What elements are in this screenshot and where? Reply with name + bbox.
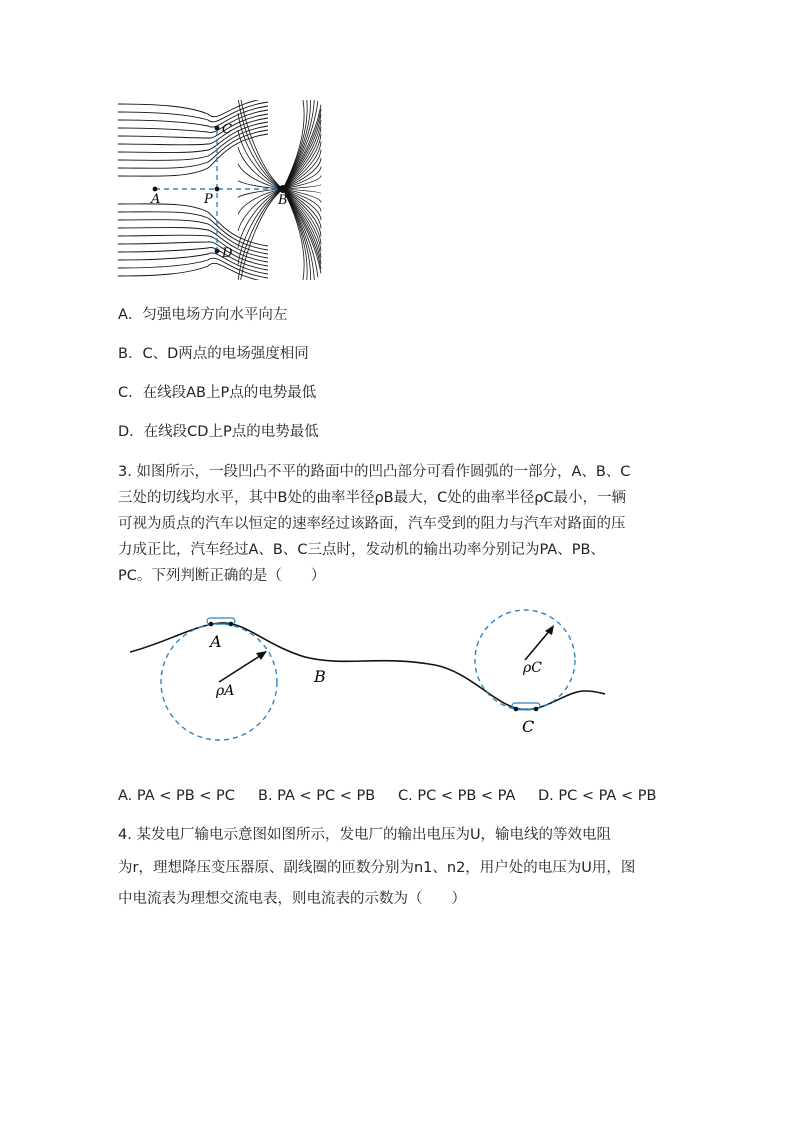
q2-option-b: B．C、D两点的电场强度相同 [118, 346, 309, 362]
rho-c-label: ρC [523, 660, 542, 676]
point-d [215, 249, 220, 254]
radius-arrow-c [525, 629, 551, 660]
q3-option-b: B. PA < PC < PB [258, 788, 376, 804]
q3-option-d: D. PC < PA < PB [538, 788, 657, 804]
road-figure [125, 605, 610, 755]
label-c: C [222, 122, 232, 137]
label-p: P [204, 192, 213, 207]
charge-b [279, 185, 287, 193]
label-b: B [278, 193, 288, 208]
q2-option-c: C．在线段AB上P点的电势最低 [118, 385, 317, 401]
q4-line-2: 为r，理想降压变压器原、副线圈的匝数分别为n1、n2，用户处的电压为U用，图 [118, 860, 636, 876]
q3-line-3: 可视为质点的汽车以恒定的速率经过该路面，汽车受到的阻力与汽车对路面的压 [118, 516, 626, 532]
point-p [215, 187, 220, 192]
arrowhead-a [256, 651, 267, 660]
q3-line-1: 3. 如图所示，一段凹凸不平的路面中的凹凸部分可看作圆弧的一部分，A、B、C [118, 464, 631, 480]
q2-option-d: D．在线段CD上P点的电势最低 [118, 424, 319, 440]
q3-line-4: 力成正比，汽车经过A、B、C三点时，发动机的输出功率分别记为PA、PB、 [118, 542, 605, 558]
q2-option-a: A．匀强电场方向水平向左 [118, 307, 288, 323]
q4-line-1: 4. 某发电厂输电示意图如图所示，发电厂的输出电压为U，输电线的等效电阻 [118, 827, 612, 843]
point-a [153, 187, 158, 192]
q4-line-3: 中电流表为理想交流电表，则电流表的示数为（ ） [118, 891, 466, 907]
label-d: D [222, 246, 233, 261]
q3-option-c: C. PC < PB < PA [398, 788, 516, 804]
road-label-a: A [210, 632, 222, 651]
point-c [215, 126, 220, 131]
radius-arrow-a [219, 654, 263, 682]
road-label-b: B [314, 667, 326, 686]
q3-line-5: PC。下列判断正确的是（ ） [118, 568, 326, 584]
label-a: A [151, 192, 161, 207]
field-line-figure [118, 100, 322, 280]
rho-a-label: ρA [216, 683, 235, 699]
q3-option-a: A. PA < PB < PC [118, 788, 235, 804]
q3-line-2: 三处的切线均水平，其中B处的曲率半径ρB最大，C处的曲率半径ρC最小，一辆 [118, 490, 627, 506]
road-label-c: C [522, 717, 535, 736]
